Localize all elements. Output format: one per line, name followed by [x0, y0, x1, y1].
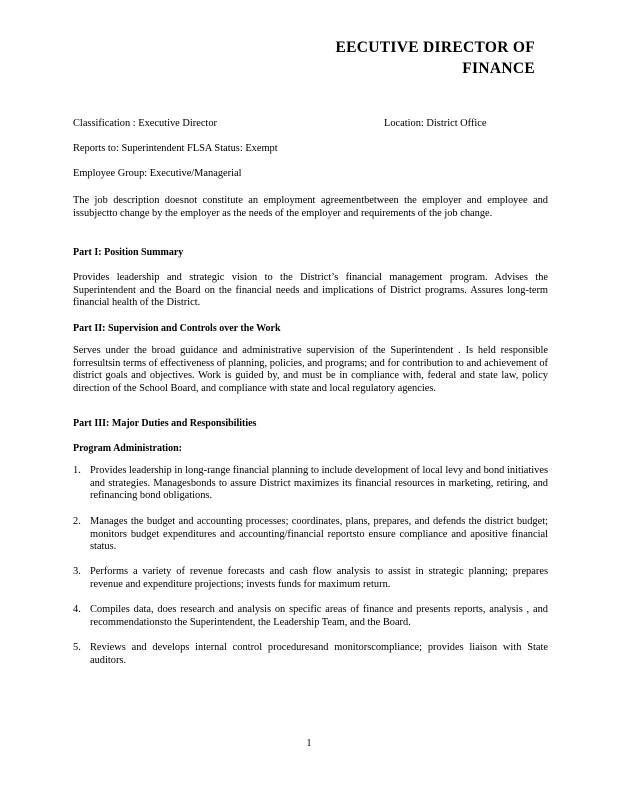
duty-item-5: [73, 642, 548, 667]
duty-item-4: [73, 604, 548, 629]
part2-text: Serves under the broad guidance and administrative supervision of the Superintendent . Is held responsible forresultsin terms of effectiveness of planning, policies, and programs; and for contribution to and achievement of district goals and objectives. Work is guided by, and must be in compliance with, federal and state law, policy direction of the School Board, and compliance with state and local regulatory agencies.: [73, 345, 548, 394]
employee-group: Employee Group: Executive/Managerial: [73, 168, 242, 179]
disclaimer: The job description doesnot constitute an employment agreementbetween the employer and employee and issubjectto change by the employer as the needs of the employer and requirements of the job change.: [73, 195, 548, 219]
duty-item-3: [73, 566, 548, 591]
program-heading: Program Administration:: [73, 443, 182, 454]
duty-text: Reviews and develops internal control proceduresand monitorscompliance; provides liaison with State auditors.: [90, 642, 548, 666]
duty-text: Manages the budget and accounting processes; coordinates, plans, prepares, and defends the district budget; monitors budget expenditures and accounting/financial reportsto ensure compliance and apositive financial status.: [90, 516, 548, 553]
duty-number: 3.: [73, 566, 81, 577]
duty-number: 4.: [73, 604, 81, 615]
duty-number: 1.: [73, 465, 81, 476]
duty-text: Performs a variety of revenue forecasts and cash flow analysis to assist in strategic planning; prepares revenue and expenditure projections; invests funds for maximum return.: [90, 566, 548, 590]
title-line-1: EECUTIVE DIRECTOR OF: [335, 39, 535, 56]
duty-text: Provides leadership in long-range financial planning to include development of local levy and bond initiatives and strategies. Managesbonds to assure District maximizes its financial resources in marketing, retiring, and refinancing bond obligations.: [90, 465, 548, 502]
duty-number: 5.: [73, 642, 81, 653]
reports-to: Reports to: Superintendent FLSA Status: Exempt: [73, 143, 278, 154]
part2-heading: Part II: Supervision and Controls over the Work: [73, 323, 281, 334]
duty-text: Compiles data, does research and analysis on specific areas of finance and presents reports, analysis , and recommendationsto the Superintendent, the Leadership Team, and the Board.: [90, 604, 548, 628]
duty-number: 2.: [73, 516, 81, 527]
duty-item-1: [73, 465, 548, 503]
location: Location: District Office: [384, 118, 487, 129]
duty-item-2: [73, 516, 548, 554]
classification: Classification : Executive Director: [73, 118, 217, 129]
part3-heading: Part III: Major Duties and Responsibilities: [73, 418, 257, 429]
part1-heading: Part I: Position Summary: [73, 247, 184, 258]
title-line-2: FINANCE: [462, 60, 535, 77]
page-number: 1: [306, 738, 312, 749]
part1-text: Provides leadership and strategic vision to the District’s financial management program. Advises the Superintendent and the Board on the financial needs and implications of District programs. Assures long-term financial health of the District.: [73, 272, 548, 309]
document-title: [235, 37, 535, 79]
